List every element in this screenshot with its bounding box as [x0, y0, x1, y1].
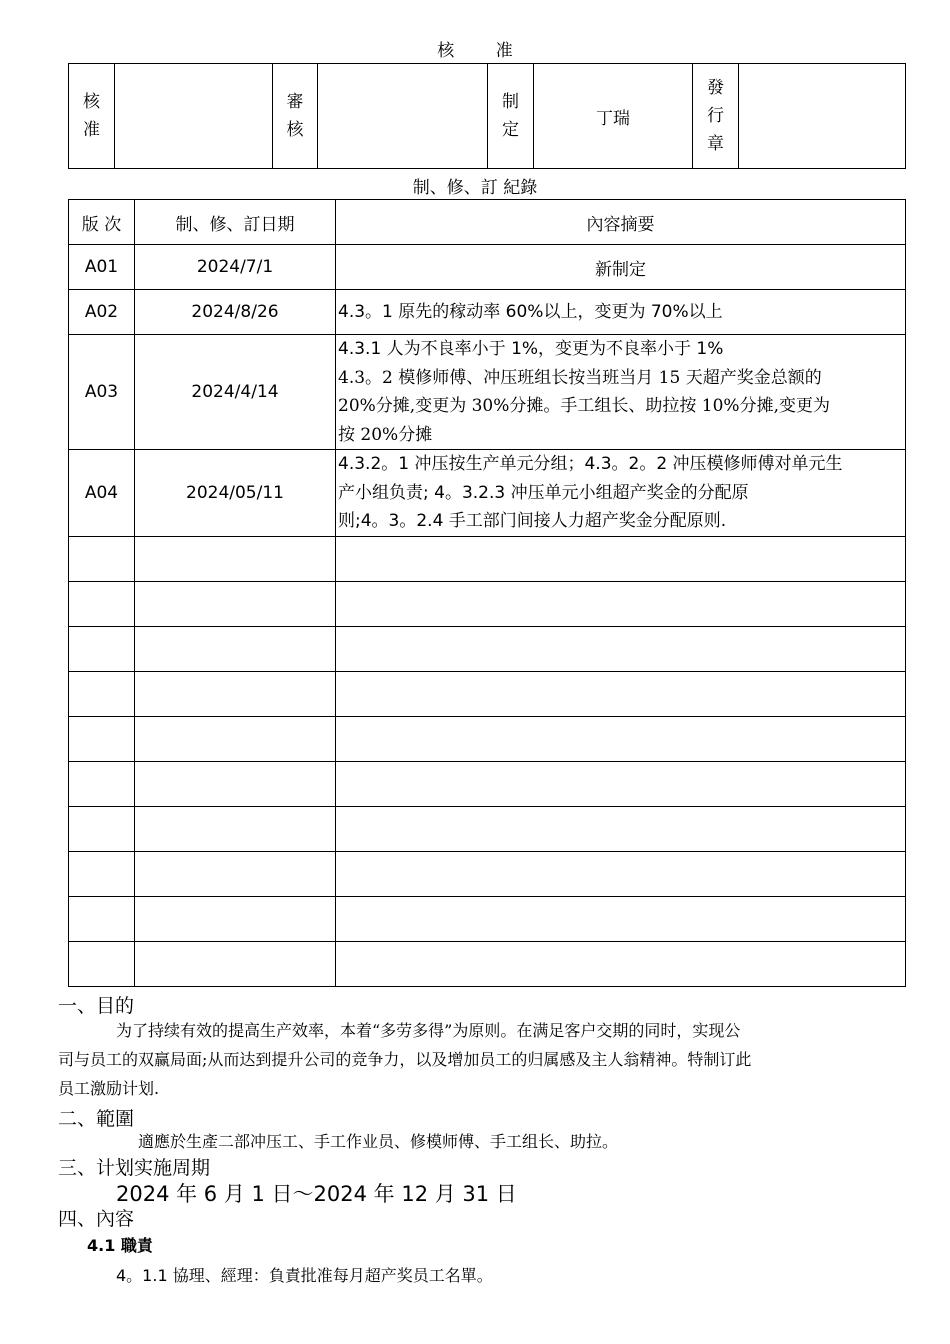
subsection-4-1: 4.1 職責	[87, 1236, 153, 1255]
empty-row	[69, 626, 906, 671]
revision-table	[68, 199, 906, 987]
empty-row	[69, 581, 906, 626]
summary-line: 则;4。3。2.4 手工部门间接人力超产奖金分配原则.	[338, 511, 727, 531]
empty-row	[69, 896, 906, 941]
revision-header-row	[69, 200, 906, 245]
purpose-line: 司与员工的双赢局面;从而达到提升公司的竞争力，以及增加员工的归属感及主人翁精神。特制订此	[58, 1050, 752, 1069]
summary-line: 产小组负责; 4。3.2.3 冲压单元小组超产奖金的分配原	[338, 482, 749, 503]
content-heading: 四、內容	[58, 1208, 135, 1230]
version-cell: A03	[69, 335, 135, 450]
summary-line: 4.3。2 模修师傅、冲压班组长按当班当月 15 天超产奖金总额的	[338, 367, 822, 388]
date-cell: 2024/05/11	[135, 450, 336, 537]
version-cell: A04	[69, 450, 135, 537]
approval-table	[68, 63, 906, 169]
period-text: 2024 年 6 月 1 日～2024 年 12 月 31 日	[116, 1182, 517, 1206]
approval-value-author: 丁瑞	[534, 64, 693, 169]
date-cell: 2024/8/26	[135, 290, 336, 335]
empty-row	[69, 941, 906, 986]
approval-label-seal: 發行章	[693, 64, 739, 169]
approval-value-seal	[739, 64, 906, 169]
version-cell: A01	[69, 245, 135, 290]
table-row	[69, 450, 906, 537]
purpose-line: 员工激励计划.	[58, 1079, 160, 1098]
period-heading: 三、计划实施周期	[58, 1157, 211, 1179]
summary-cell	[336, 335, 906, 450]
table-row	[69, 290, 906, 335]
purpose-heading: 一、目的	[58, 995, 135, 1017]
approval-value-review	[318, 64, 488, 169]
header-date: 制、修、訂日期	[135, 200, 336, 245]
scope-text: 適應於生產二部冲压工、手工作业员、修模师傅、手工组长、助拉。	[138, 1132, 619, 1151]
approval-value-approve	[115, 64, 273, 169]
table-row	[69, 245, 906, 290]
summary-line: 按 20%分摊	[338, 424, 433, 445]
header-version: 版 次	[69, 200, 135, 245]
version-cell: A02	[69, 290, 135, 335]
summary-line: 4.3.1 人为不良率小于 1%，变更为不良率小于 1%	[338, 339, 724, 359]
approval-label-review: 審核	[273, 64, 318, 169]
summary-cell: 新制定	[336, 245, 906, 290]
date-cell: 2024/7/1	[135, 245, 336, 290]
empty-row	[69, 851, 906, 896]
revision-title: 制、修、訂 紀錄	[412, 178, 538, 198]
approval-label-author: 制定	[488, 64, 534, 169]
date-cell: 2024/4/14	[135, 335, 336, 450]
item-4-1-1: 4。1.1 協理、經理：負責批准每月超产奖员工名單。	[116, 1266, 493, 1285]
summary-cell	[336, 450, 906, 537]
empty-row	[69, 671, 906, 716]
purpose-line: 为了持续有效的提高生产效率，本着“多劳多得”为原则。在满足客户交期的同时，实现公	[116, 1021, 741, 1040]
summary-cell: 4.3。1 原先的稼动率 60%以上，变更为 70%以上	[336, 290, 906, 335]
summary-line: 4.3.2。1 冲压按生产单元分组；4.3。2。2 冲压模修师傅对单元生	[338, 454, 843, 474]
empty-row	[69, 716, 906, 761]
table-row	[69, 335, 906, 450]
header-summary: 內容摘要	[336, 200, 906, 245]
approval-label-approve: 核准	[69, 64, 115, 169]
approval-title: 核 准	[437, 41, 531, 61]
empty-row	[69, 806, 906, 851]
purpose-paragraph	[58, 1016, 892, 1103]
empty-row	[69, 761, 906, 806]
scope-heading: 二、範圍	[58, 1108, 135, 1130]
empty-row	[69, 536, 906, 581]
summary-line: 20%分摊,变更为 30%分摊。手工组长、助拉按 10%分摊,变更为	[338, 396, 830, 416]
